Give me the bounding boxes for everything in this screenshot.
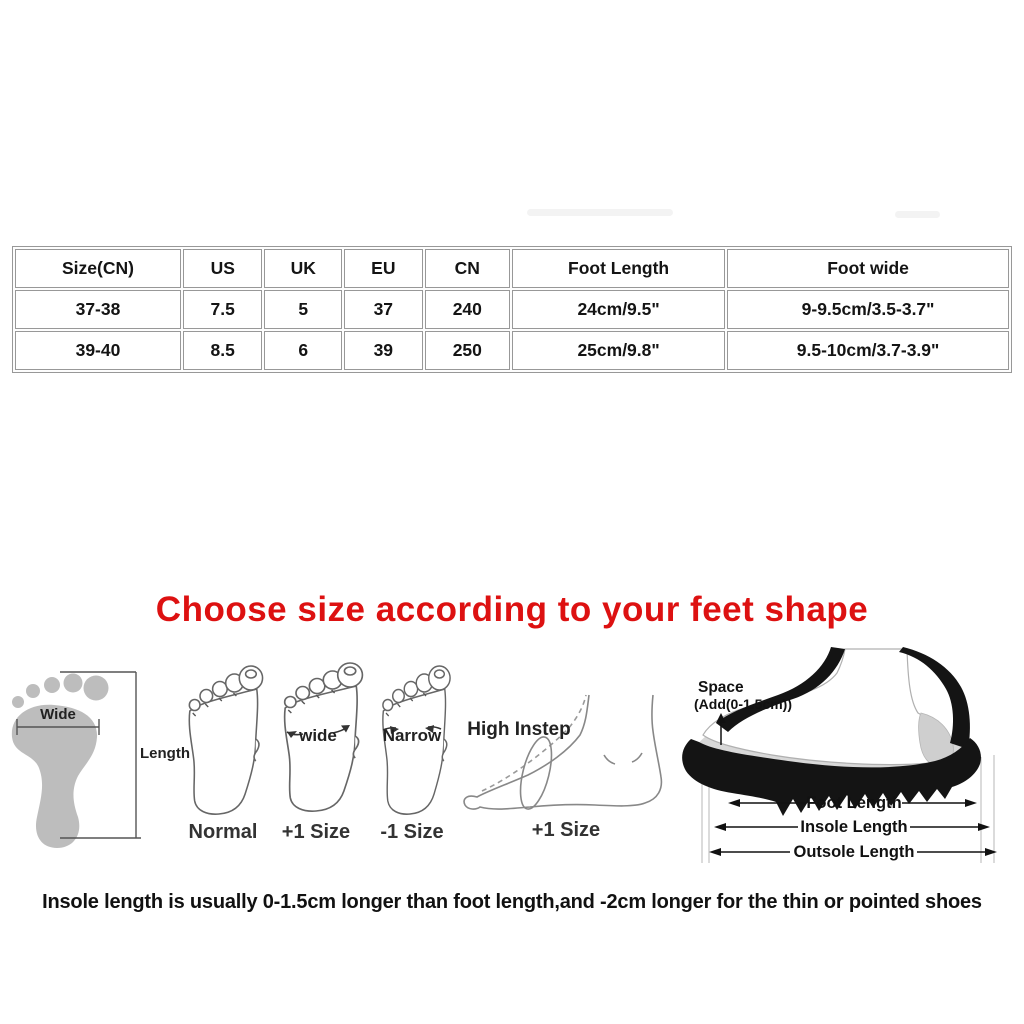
wide-overlay-label: wide (299, 726, 337, 745)
table-cell: 9-9.5cm/3.5-3.7" (727, 290, 1009, 329)
insole-length-label: Insole Length (800, 818, 908, 836)
table-cell: 6 (264, 331, 342, 370)
table-cell: 5 (264, 290, 342, 329)
table-header-cell: EU (344, 249, 423, 288)
table-header-cell: UK (264, 249, 342, 288)
table-header-cell: Size(CN) (15, 249, 181, 288)
length-label: Length (140, 745, 190, 762)
high-instep-label: High Instep (467, 719, 571, 740)
high-instep-diagram (464, 695, 661, 841)
size-table-header-row (15, 249, 1009, 288)
table-cell: 25cm/9.8" (512, 331, 725, 370)
instep-dashed-line (482, 695, 586, 791)
foot-caption: -1 Size (380, 821, 444, 843)
footprint-toe (64, 674, 83, 693)
foot-outline-wide (282, 663, 363, 843)
foot-caption: +1 Size (281, 821, 351, 843)
table-cell: 240 (425, 290, 510, 329)
footprint-toe (26, 684, 40, 698)
watermark-smudge (895, 211, 940, 218)
size-table (12, 246, 1012, 373)
footnote: Insole length is usually 0-1.5cm longer than foot length,and -2cm longer for the thin or pointed shoes (42, 891, 982, 913)
shoe-cross-section-illustration (682, 647, 997, 863)
wide-label: Wide (40, 706, 76, 723)
space-note: (Add(0-1.5cm)) (694, 696, 793, 712)
ankle-marks (604, 753, 642, 764)
narrow-overlay-label: Narrow (382, 726, 442, 745)
outsole-length-measure (709, 843, 997, 861)
table-cell: 24cm/9.5" (512, 290, 725, 329)
footprint-toe (44, 677, 60, 693)
table-cell: 37 (344, 290, 423, 329)
watermark-smudge (527, 209, 673, 216)
table-row (15, 290, 1009, 329)
insole-length-measure (714, 818, 990, 836)
feet-diagrams-illustration (0, 645, 1024, 880)
side-foot-outline (464, 695, 661, 809)
table-cell: 37-38 (15, 290, 181, 329)
footprint-toe (12, 696, 24, 708)
footprint-shape (12, 705, 97, 848)
foot-caption: Normal (188, 821, 258, 843)
instep-girth-ellipse (514, 734, 557, 812)
table-row (15, 331, 1009, 370)
high-instep-caption: +1 Size (531, 819, 601, 841)
table-cell: 7.5 (183, 290, 263, 329)
table-cell: 8.5 (183, 331, 263, 370)
footprint-measure-diagram (12, 672, 190, 848)
table-cell: 9.5-10cm/3.7-3.9" (727, 331, 1009, 370)
table-header-cell: CN (425, 249, 510, 288)
foot-outline-narrow (380, 666, 450, 843)
space-label: Space (698, 679, 744, 696)
outsole-length-label: Outsole Length (793, 843, 915, 861)
table-cell: 250 (425, 331, 510, 370)
table-header-cell: US (183, 249, 263, 288)
table-cell: 39-40 (15, 331, 181, 370)
table-cell: 39 (344, 331, 423, 370)
table-header-cell: Foot wide (727, 249, 1009, 288)
table-header-cell: Foot Length (512, 249, 725, 288)
foot-length-label: Foot Length (806, 794, 902, 812)
foot-outline-normal (189, 666, 263, 843)
section-title: Choose size according to your feet shape (155, 590, 869, 629)
footprint-toe (84, 676, 109, 701)
